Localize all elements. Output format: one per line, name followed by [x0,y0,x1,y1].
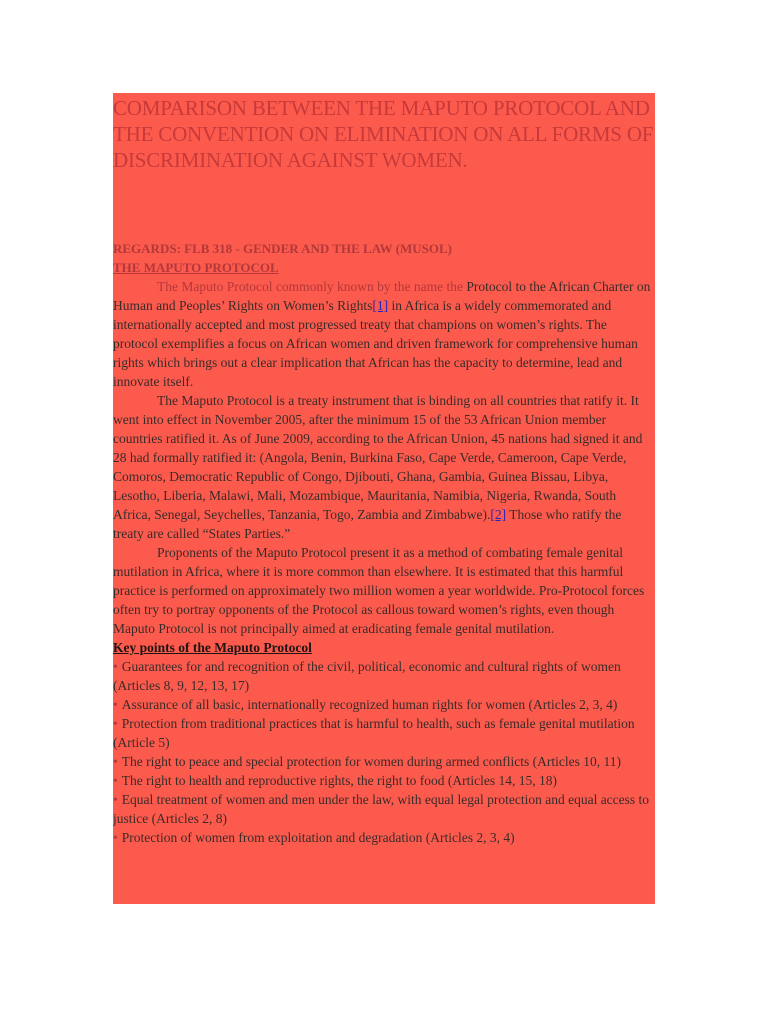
paragraph-1-lead: The Maputo Protocol commonly known by the name the [157,279,467,294]
section-heading: THE MAPUTO PROTOCOL [113,260,279,275]
paragraph-2-text-b: Those who ratify the treaty are called “States Parties.” [113,507,622,541]
list-item-text: Equal treatment of women and men under the law, with equal legal protection and equal access to justice (Articles 2, 8) [113,792,650,826]
list-item [113,752,655,771]
paragraph-2-text-a: The Maputo Protocol is a treaty instrument that is binding on all countries that ratify it. It went into effect in November 2005, after the minimum 15 of the 53 African Union member countries ratified it. As of June 2009, according to the African Union, 45 nations had signed it and 28 had formally ratified it: (Angola, Benin, Burkina Faso, Cape Verde, Cameroon, Cape Verde, Comoros, Democratic Republic of Congo, Djibouti, Ghana, Gambia, Guinea Bissau, Libya, Lesotho, Liberia, Malawi, Mali, Mozambique, Mauritania, Namibia, Nigeria, Rwanda, South Africa, Senegal, Seychelles, Tanzania, Togo, Zambia and Zimbabwe). [113,393,643,522]
paragraph-3: Proponents of the Maputo Protocol present it as a method of combating female genital mutilation in Africa, where it is more common than elsewhere. It is estimated that this harmful practice is performed on approximately two million women a year worldwide. Pro-Protocol forces often try to portray opponents of the Protocol as callous toward women’s rights, even though Maputo Protocol is not principally aimed at eradicating female genital mutilation. [113,545,645,636]
key-points-heading: Key points of the Maputo Protocol [113,640,312,655]
paragraph-1-text-b: in Africa is a widely commemorated and internationally accepted and most progressed treaty that champions on women’s rights. The protocol exemplifies a focus on African women and driven framework for comprehensive human rights which brings out a clear implication that African has the capacity to determine, lead and innovate itself. [113,298,638,389]
list-item-text: The right to health and reproductive rights, the right to food (Articles 14, 15, 18) [121,773,558,788]
footnote-link-2[interactable]: [2] [490,507,507,522]
list-item-text: Assurance of all basic, internationally recognized human rights for women (Articles 2, 3, 4) [121,697,618,712]
bullet-icon: • [113,754,118,769]
list-item [113,828,655,847]
list-item-text: Protection from traditional practices that is harmful to health, such as female genital mutilation (Article 5) [113,716,635,750]
bullet-icon: • [113,716,118,731]
bullet-icon: • [113,792,118,807]
key-points-list [113,657,655,847]
document-page [113,93,655,904]
list-item [113,771,655,790]
document-body [113,277,655,847]
paragraph-2 [113,391,655,543]
list-item-text: The right to peace and special protection for women during armed conflicts (Articles 10, 11) [121,754,621,769]
list-item [113,657,655,695]
paragraph-1-text-a: Protocol to the African Charter on Human and Peoples’ Rights on Women’s Rights [113,279,651,313]
document-title: COMPARISON BETWEEN THE MAPUTO PROTOCOL AND THE CONVENTION ON ELIMINATION ON ALL FORMS OF DISCRIMINATION AGAINST WOMEN. [113,96,654,172]
list-item-text: Guarantees for and recognition of the civil, political, economic and cultural rights of women (Articles 8, 9, 12, 13, 17) [113,659,621,693]
bullet-icon: • [113,659,118,674]
list-item [113,695,655,714]
list-item [113,714,655,752]
list-item-text: Protection of women from exploitation and degradation (Articles 2, 3, 4) [121,830,515,845]
paragraph-1 [113,277,655,391]
list-item [113,790,655,828]
bullet-icon: • [113,773,118,788]
bullet-icon: • [113,830,118,845]
course-regards: REGARDS: FLB 318 - GENDER AND THE LAW (MUSOL) [113,241,453,256]
bullet-icon: • [113,697,118,712]
footnote-link-1[interactable]: [1] [372,298,389,313]
